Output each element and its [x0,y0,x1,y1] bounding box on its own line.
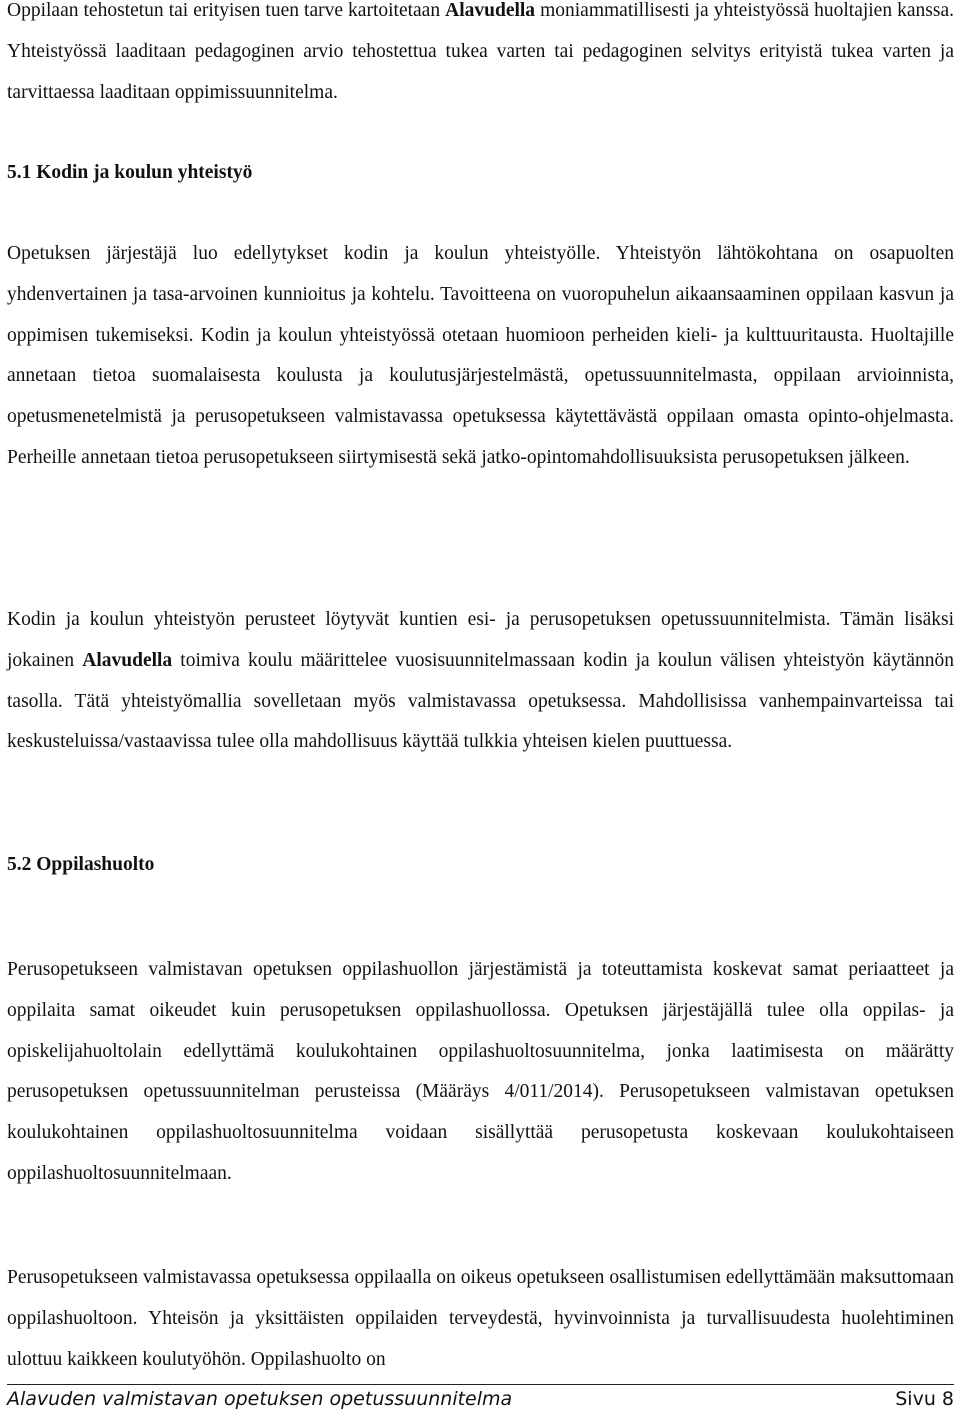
paragraph-text: Opetuksen järjestäjä luo edellytykset kodin ja koulun yhteistyölle. Yhteistyön lähtökohtana on osapuolten yhdenvertainen ja tasa-arvoinen kunnioitus ja kohtelu. Tavoitteena on vuoropuhelun aikaansaaminen oppilaan kasvun ja oppimisen tukemiseksi. Kodin ja koulun yhteistyössä otetaan huomioon perheiden kieli- ja kulttuuritausta. Huoltajille annetaan tietoa suomalaisesta koulusta ja koulutusjärjestelmästä, opetussuunnitelmasta, oppilaan arvioinnista, opetusmenetelmistä ja perusopetukseen valmistavassa opetuksessa käytettävästä oppilaan omasta opinto-ohjelmasta. Perheille annetaan tietoa perusopetukseen siirtymisestä sekä jatko-opintomahdollisuuksista perusopetuksen jälkeen. [7,243,954,468]
footer-divider [7,1384,954,1385]
page-footer [7,1388,954,1410]
paragraph-home-school-cooperation [7,234,954,479]
bold-municipality: Alavudella [445,0,536,21]
paragraph-text: Perusopetukseen valmistavassa opetuksessa oppilaalla on oikeus opetukseen osallistumisen edellyttämään maksuttomaan oppilashuoltoon. Yhteisön ja yksittäisten oppilaiden terveydestä, hyvinvoinnista ja turvallisuudesta huolehtiminen ulottuu kaikkeen koulutyöhön. Oppilashuolto on [7,1267,954,1370]
paragraph-welfare-right [7,1258,954,1380]
section-heading-5-2 [7,845,954,885]
paragraph-support-needs [7,0,954,113]
heading-text: 5.1 Kodin ja koulun yhteistyö [7,162,253,183]
paragraph-cooperation-basis [7,600,954,763]
page-number: Sivu 8 [895,1388,954,1410]
bold-municipality: Alavudella [82,649,173,671]
paragraph-text: Perusopetukseen valmistavan opetuksen oppilashuollon järjestämistä ja toteuttamista koskevat samat periaatteet ja oppilaita samat oikeudet kuin perusopetuksen oppilashuollossa. Opetuksen järjestäjällä tulee olla oppilas- ja opiskelijahuoltolain edellyttämä koulukohtainen oppilashuoltosuunnitelma, jonka laatimisesta on määrätty perusopetuksen opetussuunnitelman perusteissa (Määräys 4/011/2014). Perusopetukseen valmistavan opetuksen koulukohtainen oppilashuoltosuunnitelma voidaan sisällyttää perusopetusta koskevaan koulukohtaiseen oppilashuoltosuunnitelmaan. [7,959,954,1184]
paragraph-student-welfare [7,950,954,1195]
paragraph-text: Oppilaan tehostetun tai erityisen tuen tarve kartoitetaan [7,0,446,21]
heading-text: 5.2 Oppilashuolto [7,854,155,875]
paragraph-text: moniammatillisesti ja yhteistyössä huoltajien kanssa. Yhteistyössä laaditaan pedagoginen arvio tehostettua tukea varten tai pedagoginen selvitys erityistä tukea varten ja tarvittaessa laaditaan oppimissuunnitelma. [7,0,954,103]
paragraph-text: Kodin ja koulun yhteistyön perusteet löytyvät kuntien esi- ja perusopetuksen opetussuunnitelmista. Tämän lisäksi jokainen [7,609,954,671]
paragraph-text: toimiva koulu määrittelee vuosisuunnitelmassaan kodin ja koulun välisen yhteistyön käytännön tasolla. Tätä yhteistyömallia sovelletaan myös valmistavassa opetuksessa. Mahdollisissa vanhempainvarteissa tai keskusteluissa/vastaavissa tulee olla mahdollisuus käyttää tulkkia yhteisen kielen puuttuessa. [7,649,954,753]
footer-title: Alavuden valmistavan opetuksen opetussuunnitelma [7,1388,513,1410]
section-heading-5-1 [7,153,954,193]
